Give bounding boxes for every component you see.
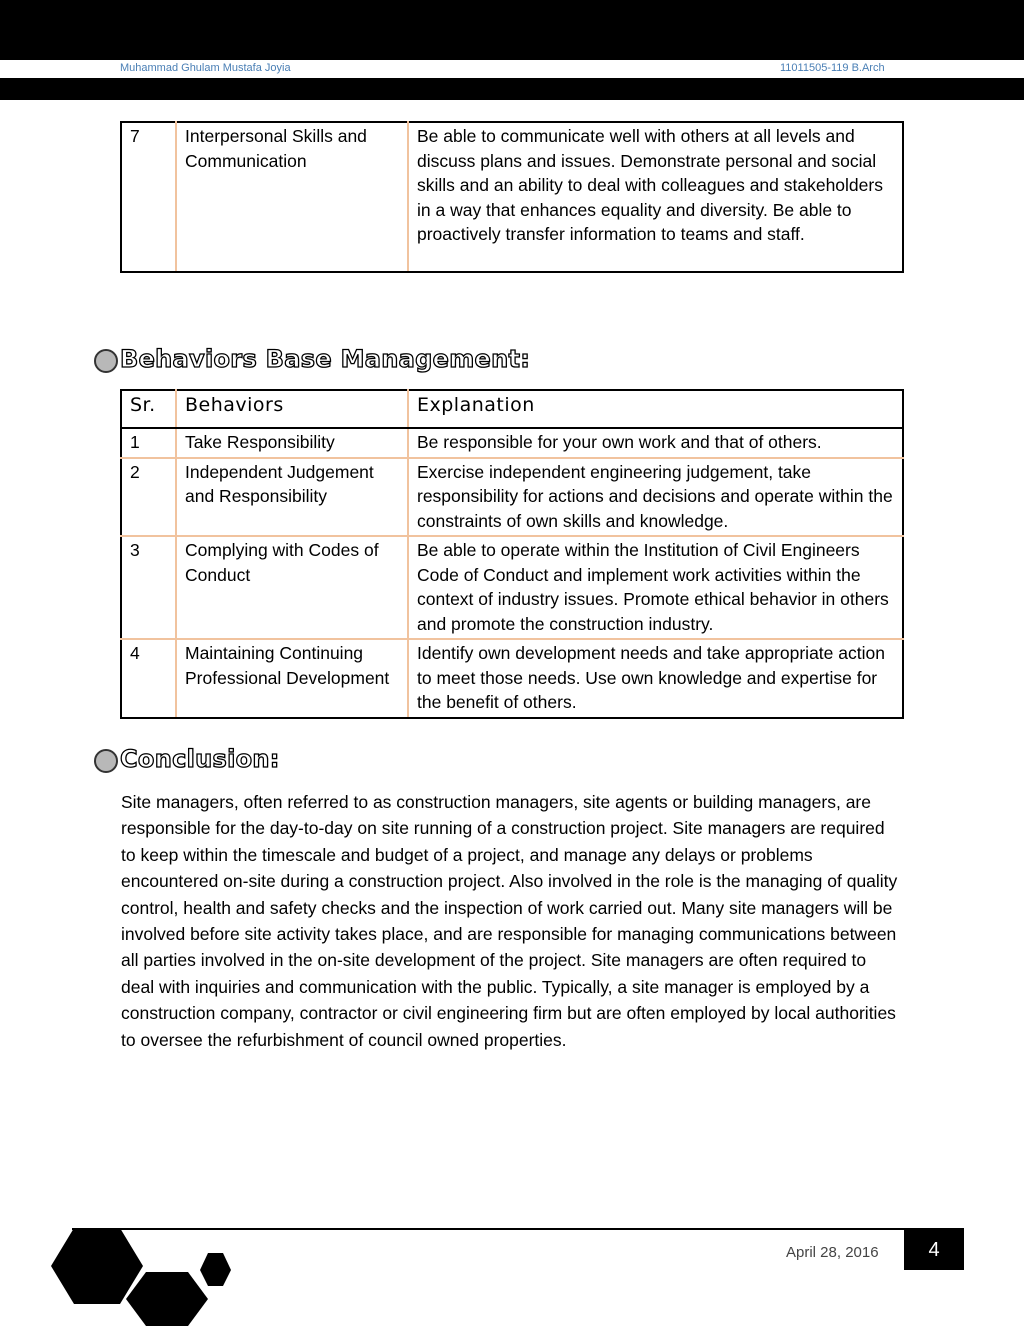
sr-cell: 1 <box>121 428 176 458</box>
top-black-band <box>0 0 1024 60</box>
sr-cell: 7 <box>121 122 176 272</box>
section-bullet-icon <box>94 349 118 373</box>
sr-cell: 3 <box>121 536 176 639</box>
table-row <box>121 428 903 458</box>
behaviors-table <box>120 389 904 719</box>
explanation-cell: Be able to operate within the Institution of Civil Engineers Code of Conduct and implement work activities within the context of industry issues. Promote ethical behavior in others and promote the construction industry. <box>408 536 903 639</box>
page-number: 4 <box>904 1230 964 1270</box>
medium-hexagon-shape <box>126 1272 208 1326</box>
explanation-cell: Be able to communicate well with others at all levels and discuss plans and issues. Demonstrate personal and social skills and an ability to deal with colleagues and stakeholders in a way that enhances equality and diversity. Be able to proactively transfer information to teams and staff. <box>408 122 903 272</box>
section-bullet-icon <box>94 749 118 773</box>
explanation-cell: Exercise independent engineering judgement, take responsibility for actions and decisions and operate within the constraints of own skills and knowledge. <box>408 458 903 537</box>
footer-date: April 28, 2016 <box>786 1244 879 1261</box>
explanation-cell: Identify own development needs and take appropriate action to meet those needs. Use own knowledge and expertise for the benefit of others. <box>408 639 903 718</box>
behavior-cell: Take Responsibility <box>176 428 408 458</box>
sr-cell: 2 <box>121 458 176 537</box>
sr-cell: 4 <box>121 639 176 718</box>
small-hexagon-shape <box>200 1253 231 1286</box>
behavior-cell: Complying with Codes of Conduct <box>176 536 408 639</box>
header-bottom-band <box>0 78 1024 100</box>
table-row <box>121 536 903 639</box>
hexagon-decoration-icon <box>48 1224 238 1326</box>
behavior-cell: Independent Judgement and Responsibility <box>176 458 408 537</box>
header-student-id: 11011505-119 B.Arch <box>780 62 885 74</box>
skills-table-continued <box>120 121 904 273</box>
table-row <box>121 458 903 537</box>
large-hexagon-shape <box>51 1228 143 1304</box>
column-header-explanation: Explanation <box>408 390 903 428</box>
column-header-behaviors: Behaviors <box>176 390 408 428</box>
behavior-cell: Interpersonal Skills and Communication <box>176 122 408 272</box>
explanation-cell: Be responsible for your own work and that of others. <box>408 428 903 458</box>
table-row <box>121 639 903 718</box>
header-author: Muhammad Ghulam Mustafa Joyia <box>120 62 291 74</box>
behavior-cell: Maintaining Continuing Professional Development <box>176 639 408 718</box>
conclusion-paragraph: Site managers, often referred to as construction managers, site agents or building managers, are responsible for the day-to-day on site running of a construction project. Site managers are required to keep within the timescale and budget of a project, and manage any delays or problems encountered on-site during a construction project. Also involved in the role is the managing of quality control, health and safety checks and the inspection of work carried out. Many site managers will be involved before site activity takes place, and are responsible for managing communications between all parties involved in the on-site development of the project. Site managers are often required to deal with inquiries and communication with the public. Typically, a site manager is employed by a construction company, contractor or civil engineering firm but are often employed by local authorities to oversee the refurbishment of council owned properties. <box>121 792 898 1050</box>
table-header-row <box>121 390 903 428</box>
behaviors-heading: Behaviors Base Management: <box>120 345 531 373</box>
conclusion-heading: Conclusion: <box>120 745 280 773</box>
table-row <box>121 122 903 272</box>
column-header-sr: Sr. <box>121 390 176 428</box>
